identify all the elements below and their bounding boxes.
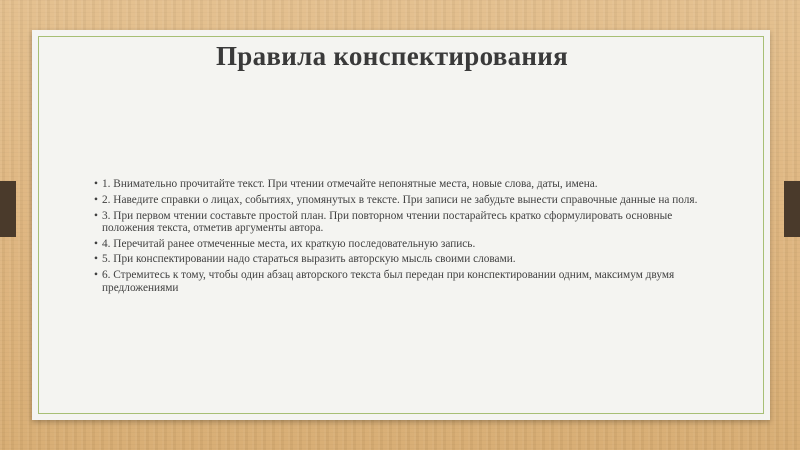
list-item [94,194,724,206]
list-item [94,238,724,250]
bullet-icon: • [94,253,98,266]
slide-title: Правила конспектирования [215,41,569,71]
bullet-icon: • [94,178,98,190]
rule-text: 4. Перечитай ранее отмеченные места, их краткую последовательную запись. [102,237,476,250]
rule-text: 3. При первом чтении составьте простой план. При повторном чтении постарайтесь кратко сформулировать основные положения текста, отметив аргументы автора. [102,209,673,234]
bullet-icon: • [94,237,98,250]
rule-text: 1. Внимательно прочитайте текст. При чтении отмечайте непонятные места, новые слова, даты, имена. [102,178,598,190]
bullet-icon: • [94,269,98,282]
list-item [94,253,724,265]
bullet-icon: • [94,209,98,222]
list-item [94,269,724,294]
slide-panel [32,30,770,420]
right-edge-tab [784,181,800,237]
rule-text: 2. Наведите справки о лицах, событиях, упомянутых в тексте. При записи не забудьте вынести справочные данные на поля. [102,193,698,206]
list-item [94,178,724,190]
list-item [94,210,724,235]
bullet-icon: • [94,193,98,206]
rule-text: 5. При конспектировании надо стараться выразить авторскую мысль своими словами. [102,253,516,266]
rules-list [94,178,724,297]
left-edge-tab [0,181,16,237]
rule-text: 6. Стремитесь к тому, чтобы один абзац авторского текста был передан при конспектировании одним, максимум двумя предложениями [102,269,675,294]
